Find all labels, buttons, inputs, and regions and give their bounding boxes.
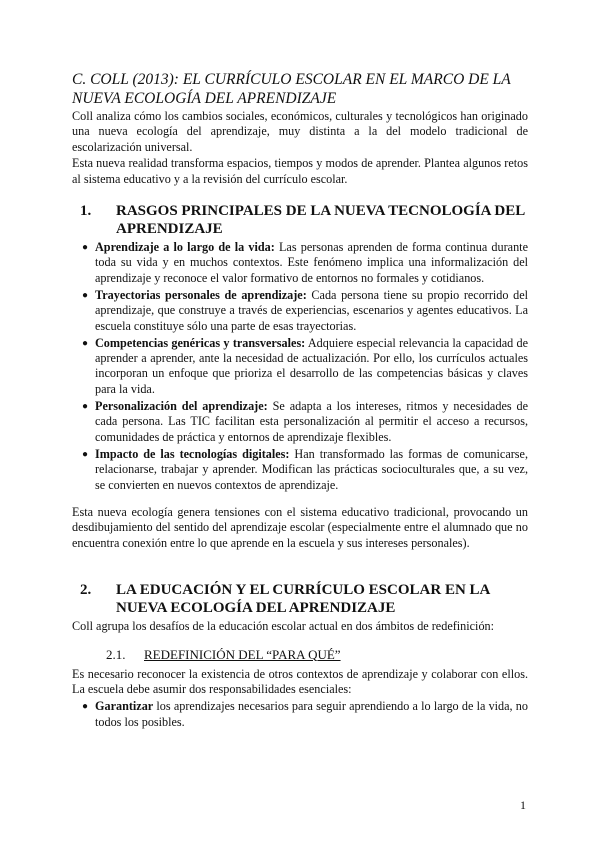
list-item bbox=[82, 240, 528, 286]
subsection-2-1-number: 2.1. bbox=[106, 646, 126, 662]
section-2-heading bbox=[72, 581, 528, 617]
section-2-title: LA EDUCACIÓN Y EL CURRÍCULO ESCOLAR EN LA NUEVA ECOLOGÍA DEL APRENDIZAJE bbox=[116, 582, 490, 617]
bullet-text: Se adapta a los intereses, ritmos y necesidades de cada persona. Las TIC facilitan esta personalización al permitir el acceso a recursos, comunidades de práctica y entornos de aprendizaje flexibles. bbox=[95, 398, 528, 444]
bullet-term: Aprendizaje a lo largo de la vida: bbox=[95, 240, 275, 255]
section-1-title: RASGOS PRINCIPALES DE LA NUEVA TECNOLOGÍA DEL APRENDIZAJE bbox=[116, 203, 525, 238]
subsection-2-1-heading bbox=[72, 647, 528, 663]
subsection-2-1-bullet-list bbox=[72, 699, 528, 730]
section-2-number: 2. bbox=[80, 582, 92, 599]
subsection-2-1-paragraph: Es necesario reconocer la existencia de otros contextos de aprendizaje y colaborar con ellos. La escuela debe asumir dos responsabilidades esenciales: bbox=[72, 666, 528, 696]
bullet-icon: ● bbox=[82, 289, 89, 301]
list-item bbox=[82, 336, 528, 398]
bullet-term: Personalización del aprendizaje: bbox=[95, 398, 268, 413]
bullet-term: Garantizar bbox=[95, 699, 154, 714]
document-title: C. COLL (2013): EL CURRÍCULO ESCOLAR EN EL MARCO DE LA NUEVA ECOLOGÍA DEL APRENDIZAJE bbox=[72, 71, 511, 107]
bullet-text: Las personas aprenden de forma continua durante toda su vida y en muchos contextos. Este fenómeno implica una informalización del aprendizaje y reconoce el valor formativo de entornos no formales y cotidianos. bbox=[95, 240, 528, 285]
section-1-bullet-list bbox=[72, 240, 528, 493]
page-number: 1 bbox=[520, 798, 526, 812]
list-item bbox=[82, 288, 528, 334]
list-item bbox=[82, 399, 528, 445]
section-1-closing-paragraph: Esta nueva ecología genera tensiones con el sistema educativo tradicional, provocando un desdibujamiento del sentido del aprendizaje escolar (especialmente entre el alumnado que no encuentra conexión entre lo que aprende en la escuela y sus intereses personales). bbox=[72, 504, 528, 550]
bullet-text: Adquiere especial relevancia la capacidad de aprender a aprender, ante la necesidad de actualización. Por ello, los currículos actuales incorporan un enfoque que prioriza el desarrollo de las competencias básicas y claves para la vida. bbox=[95, 335, 528, 396]
bullet-icon: ● bbox=[82, 400, 89, 412]
list-item bbox=[82, 699, 528, 730]
bullet-text: Cada persona tiene su propio recorrido del aprendizaje, que construye a través de experiencias, escenarios y agentes educativos. La escuela constituye sólo una parte de esas trayectorias. bbox=[95, 287, 528, 333]
bullet-term: Impacto de las tecnologías digitales: bbox=[95, 446, 290, 461]
bullet-text: Han transformado las formas de comunicarse, relacionarse, trabajar y aprender. Modifican las prácticas socioculturales que, a su vez, se convierten en nuevos contextos de aprendizaje. bbox=[95, 446, 528, 492]
intro-paragraph-2: Esta nueva realidad transforma espacios, tiempos y modos de aprender. Plantea algunos retos al sistema educativo y a la revisión del currículo escolar. bbox=[72, 156, 528, 186]
bullet-icon: ● bbox=[82, 337, 89, 349]
section-1-number: 1. bbox=[80, 203, 92, 220]
section-1-heading bbox=[72, 202, 528, 238]
bullet-term: Trayectorias personales de aprendizaje: bbox=[95, 287, 307, 302]
intro-paragraph-1: Coll analiza cómo los cambios sociales, económicos, culturales y tecnológicos han originado una nueva ecología del aprendizaje, muy distinta a la del modelo tradicional de escolarización universal. bbox=[72, 109, 528, 154]
bullet-icon: ● bbox=[82, 242, 89, 254]
bullet-text: los aprendizajes necesarios para seguir aprendiendo a lo largo de la vida, no todos los posibles. bbox=[95, 699, 528, 729]
document-body bbox=[72, 70, 528, 732]
bullet-icon: ● bbox=[82, 701, 89, 713]
bullet-icon: ● bbox=[82, 448, 89, 460]
subsection-2-1-title: REDEFINICIÓN DEL “PARA QUÉ” bbox=[144, 646, 341, 662]
section-2-intro-paragraph: Coll agrupa los desafíos de la educación escolar actual en dos ámbitos de redefinición: bbox=[72, 619, 495, 634]
list-item bbox=[82, 447, 528, 493]
bullet-term: Competencias genéricas y transversales: bbox=[95, 335, 306, 350]
